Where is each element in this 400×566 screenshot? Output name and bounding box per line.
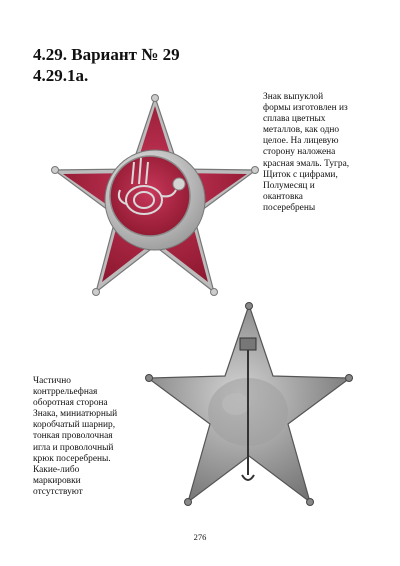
section-title: 4.29. Вариант № 29	[33, 45, 180, 64]
badge-front-image	[44, 92, 266, 302]
hinge	[240, 338, 256, 350]
date-shield	[173, 178, 185, 190]
page-number: 276	[193, 532, 207, 542]
badge-back-image	[138, 300, 360, 512]
front-description: Знак выпуклой формы изготовлен из сплава цветных металлов, как одно целое. На лицевую сторону наложена красная эмаль. Тугра, Щиток с цифрами, Полумесяц и окантовка посеребрены	[263, 92, 350, 213]
catch-hook	[242, 475, 254, 480]
section-heading	[33, 44, 180, 86]
back-description: Частично контррельефная оборотная сторона Знака, миниатюрный коробчатый шарнир, тонкая проволочная игла и проволочный крюк посеребрены. Какие-либо маркировки отсутствуют	[33, 376, 118, 497]
section-subtitle: 4.29.1а.	[33, 66, 89, 85]
